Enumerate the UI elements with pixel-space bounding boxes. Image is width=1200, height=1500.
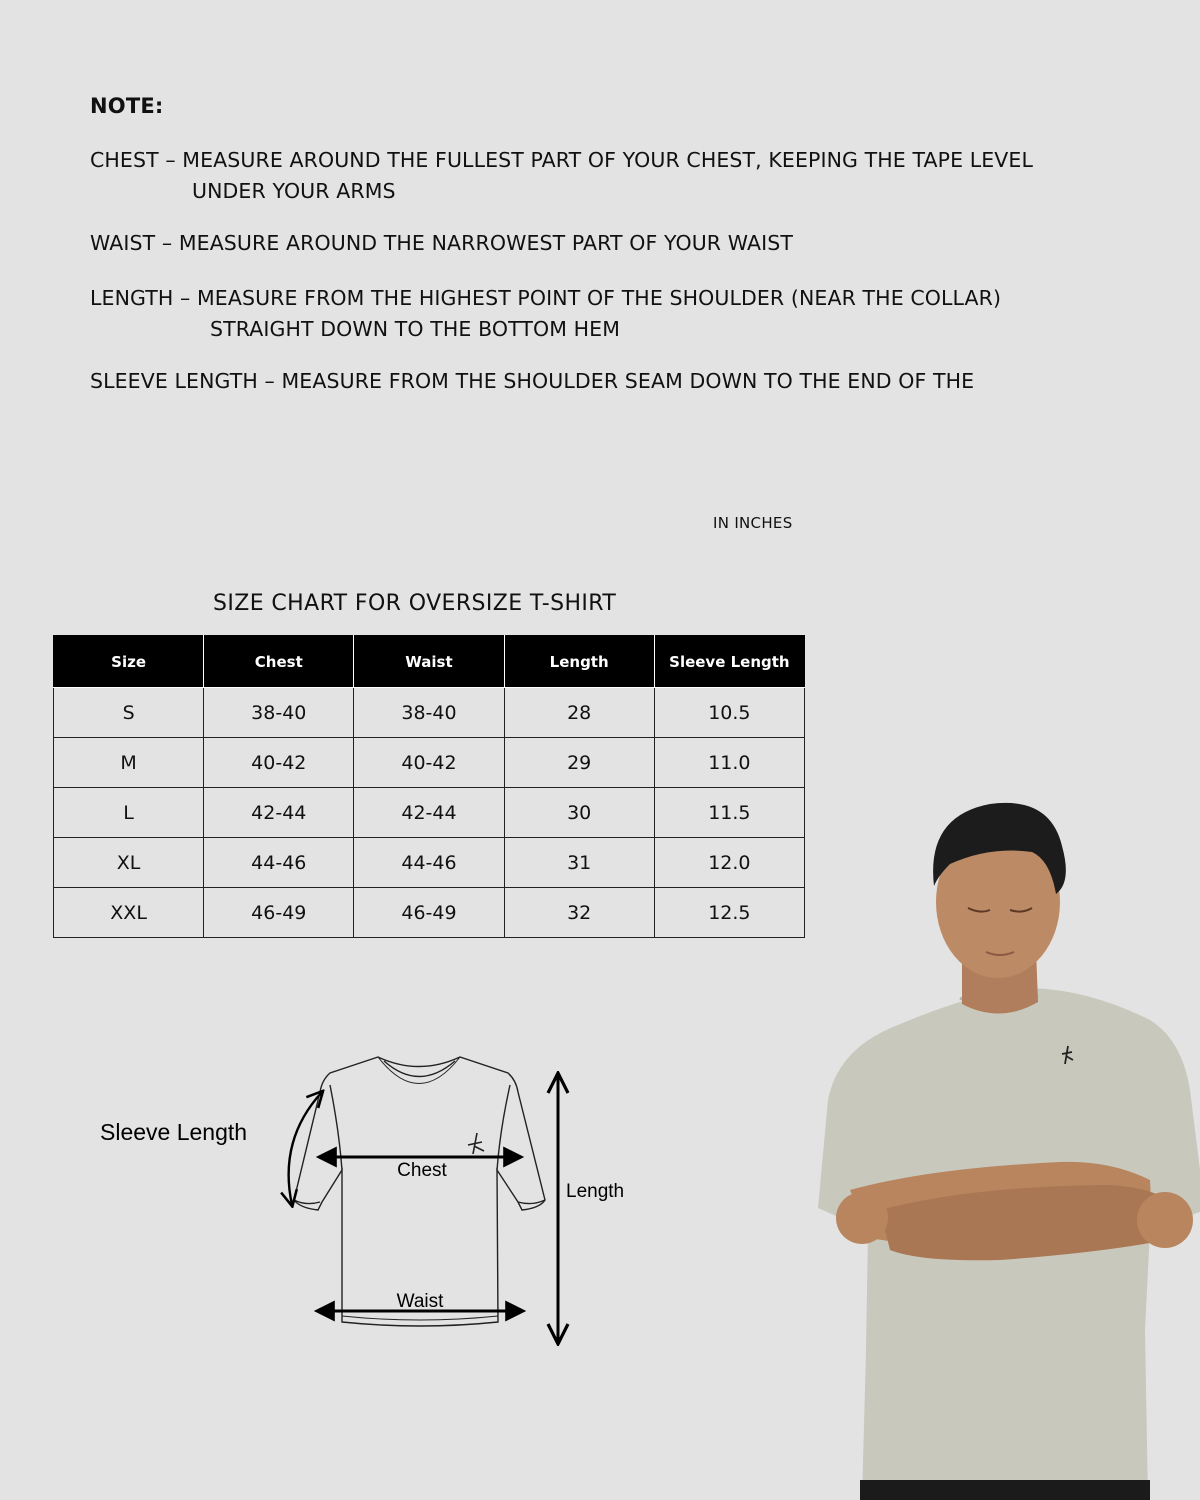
- cell-size: M: [54, 738, 204, 788]
- cell-chest: 46-49: [204, 888, 354, 938]
- note-chest: [90, 145, 1033, 207]
- brand-logo-icon: [468, 1133, 484, 1154]
- cell-size: L: [54, 788, 204, 838]
- table-row: [54, 788, 805, 838]
- cell-sleeve-length: 12.5: [654, 888, 804, 938]
- cell-sleeve-length: 10.5: [654, 688, 804, 738]
- cell-length: 32: [504, 888, 654, 938]
- chart-title: SIZE CHART FOR OVERSIZE T-SHIRT: [213, 591, 617, 616]
- cell-size: XXL: [54, 888, 204, 938]
- note-length-cont: STRAIGHT DOWN TO THE BOTTOM HEM: [210, 317, 620, 341]
- table-header-row: [54, 636, 805, 688]
- model-head: [933, 803, 1066, 1014]
- note-chest-text: – MEASURE AROUND THE FULLEST PART OF YOUR CHEST, KEEPING THE TAPE LEVEL: [158, 148, 1034, 172]
- cell-waist: 40-42: [354, 738, 504, 788]
- cell-sleeve-length: 12.0: [654, 838, 804, 888]
- note-waist-term: WAIST: [90, 231, 156, 255]
- tshirt-measurement-diagram: [0, 1030, 800, 1370]
- note-length-term: LENGTH: [90, 286, 174, 310]
- header-length: Length: [504, 636, 654, 688]
- note-sleeve: [90, 366, 974, 397]
- cell-chest: 38-40: [204, 688, 354, 738]
- note-chest-term: CHEST: [90, 148, 159, 172]
- length-label: Length: [566, 1181, 625, 1202]
- cell-length: 28: [504, 688, 654, 738]
- table-row: [54, 838, 805, 888]
- tshirt-outline-icon: [294, 1057, 545, 1326]
- header-size: Size: [54, 636, 204, 688]
- note-waist-text: – MEASURE AROUND THE NARROWEST PART OF YOUR WAIST: [155, 231, 794, 255]
- cell-sleeve-length: 11.5: [654, 788, 804, 838]
- cell-waist: 44-46: [354, 838, 504, 888]
- cell-length: 31: [504, 838, 654, 888]
- units-label: IN INCHES: [713, 514, 793, 532]
- cell-size: XL: [54, 838, 204, 888]
- cell-chest: 40-42: [204, 738, 354, 788]
- cell-length: 30: [504, 788, 654, 838]
- sleeve-arrow: [289, 1092, 322, 1205]
- table-row: [54, 688, 805, 738]
- table-row: [54, 888, 805, 938]
- note-chest-cont: UNDER YOUR ARMS: [192, 179, 396, 203]
- cell-sleeve-length: 11.0: [654, 738, 804, 788]
- size-table: [53, 635, 805, 938]
- chest-label: Chest: [397, 1160, 447, 1181]
- header-chest: Chest: [204, 636, 354, 688]
- header-sleeve-length: Sleeve Length: [654, 636, 804, 688]
- note-length-text: – MEASURE FROM THE HIGHEST POINT OF THE SHOULDER (NEAR THE COLLAR): [173, 286, 1002, 310]
- cell-chest: 42-44: [204, 788, 354, 838]
- cell-waist: 38-40: [354, 688, 504, 738]
- waist-label: Waist: [396, 1291, 444, 1312]
- note-sleeve-term: SLEEVE LENGTH: [90, 369, 258, 393]
- cell-length: 29: [504, 738, 654, 788]
- cell-chest: 44-46: [204, 838, 354, 888]
- cell-waist: 42-44: [354, 788, 504, 838]
- header-waist: Waist: [354, 636, 504, 688]
- note-title: NOTE:: [90, 94, 164, 118]
- note-length: [90, 283, 1001, 345]
- note-waist: [90, 228, 793, 259]
- cell-waist: 46-49: [354, 888, 504, 938]
- model-pants: [860, 1480, 1150, 1500]
- note-sleeve-text: – MEASURE FROM THE SHOULDER SEAM DOWN TO THE END OF THE: [257, 369, 975, 393]
- cell-size: S: [54, 688, 204, 738]
- sleeve-length-label: Sleeve Length: [100, 1119, 248, 1145]
- model-photo: [810, 790, 1200, 1500]
- table-row: [54, 738, 805, 788]
